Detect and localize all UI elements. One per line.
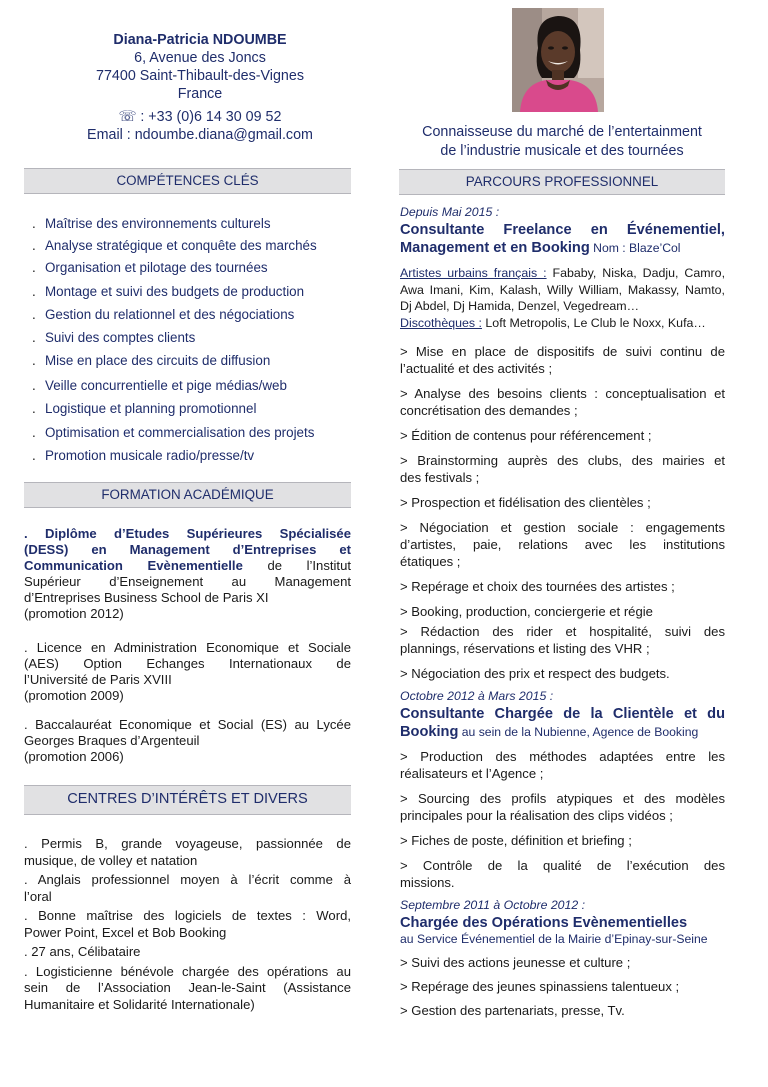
list-item: > Édition de contenus pour référencement ; <box>400 428 652 443</box>
list-item: > Fiches de poste, définition et briefing ; <box>400 833 632 848</box>
list-item: . Montage et suivi des budgets de production <box>32 284 305 299</box>
competences-header: COMPÉTENCES CLÉS <box>24 168 351 194</box>
list-item: > Booking, production, conciergerie et régie <box>400 604 653 619</box>
profile-photo <box>512 8 604 112</box>
list-item: > Sourcing des profils atypiques et des modèles principales pour la réalisation des clips vidéos ; <box>400 791 725 823</box>
list-item: . Analyse stratégique et conquête des marchés <box>32 238 317 253</box>
phone-number: ☏ : +33 (0)6 14 30 09 52 <box>118 109 282 125</box>
centres-header: CENTRES D’INTÉRÊTS ET DIVERS <box>24 785 351 815</box>
email-address: Email : ndoumbe.diana@gmail.com <box>87 127 313 143</box>
address-city: 77400 Saint-Thibault-des-Vignes <box>96 68 304 84</box>
list-item: . Mise en place des circuits de diffusion <box>32 353 271 368</box>
tagline-line-1: Connaisseuse du marché de l’entertainment <box>422 124 702 140</box>
parcours-header: PARCOURS PROFESSIONNEL <box>399 169 725 195</box>
tagline-line-2: de l’industrie musicale et des tournées <box>440 143 684 159</box>
formation-dess: . Diplôme d’Etudes Supérieures Spécialisée (DESS) en Management d’Entreprises et Communication Evènementielle de l’Institut Supérieur d’Enseignement au Management d’Entreprises Business School de Paris XI (promotion 2012) <box>24 526 351 621</box>
job-period: Octobre 2012 à Mars 2015 : <box>400 689 554 703</box>
list-item: > Mise en place de dispositifs de suivi continu de l’actualité et des activités ; <box>400 344 725 376</box>
list-item: . Veille concurrentielle et pige médias/web <box>32 378 287 393</box>
list-item: > Analyse des besoins clients : conceptualisation et concrétisation des demandes ; <box>400 386 725 418</box>
list-item: > Prospection et fidélisation des clientèles ; <box>400 495 651 510</box>
portrait-image <box>512 8 604 112</box>
list-item: > Contrôle de la qualité de l’exécution des missions. <box>400 858 725 890</box>
list-item: > Négociation des prix et respect des budgets. <box>400 666 670 681</box>
artists-block: Artistes urbains français : Fababy, Niska, Dadju, Camro, Awa Imani, Kim, Kalash, Willy William, Makassy, Namto, Dj Abdel, Dj Hamida, Denzel, Vegedream… Discothèques : Loft Metropolis, Le Club le Noxx, Kufa… <box>400 266 726 330</box>
job-period: Septembre 2011 à Octobre 2012 : <box>400 898 586 912</box>
formation-bac: . Baccalauréat Economique et Social (ES) au Lycée Georges Braques d’Argenteuil (promotion 2006) <box>24 717 351 764</box>
list-item: . Organisation et pilotage des tournées <box>32 260 268 275</box>
list-item: > Repérage des jeunes spinassiens talentueux ; <box>400 979 680 994</box>
list-item: . Maîtrise des environnements culturels <box>32 216 271 231</box>
list-item: > Gestion des partenariats, presse, Tv. <box>400 1003 625 1018</box>
list-item: . Anglais professionnel moyen à l’écrit comme à <box>24 872 351 887</box>
job-title: Consultante Chargée de la Clientèle et du <box>400 706 725 722</box>
job-title: Chargée des Opérations Evènementielles <box>400 915 688 931</box>
centres-list: . Permis B, grande voyageuse, passionnée de musique, de volley et natation . Anglais professionnel moyen à l’écrit comme à l’oral . Bonne maîtrise des logiciels de textes : Word, Power Point, Excel et Bob Booking . 27 ans, Célibataire . Logisticienne bénévole chargée des opérations au sein de l’Association Jean-le-Saint (Assistance Humanitaire et Solidarité Internationale) <box>24 836 351 1012</box>
list-item: . Promotion musicale radio/presse/tv <box>32 448 255 463</box>
list-item: > Production des méthodes adaptées entre les réalisateurs et l’Agence ; <box>400 749 725 781</box>
list-item: . Logistique et planning promotionnel <box>32 401 257 416</box>
list-item: . Permis B, grande voyageuse, passionnée de <box>24 836 351 851</box>
list-item: . 27 ans, Célibataire <box>24 944 141 959</box>
list-item: > Négociation et gestion sociale : engagements d’artistes, paie, relations avec les institutions étatiques ; <box>400 520 725 569</box>
address-street: 6, Avenue des Joncs <box>134 50 266 66</box>
job-freelance: Depuis Mai 2015 : Consultante Freelance en Événementiel, Management et en Booking Nom : Blaze’Col Artistes urbains français : Fababy, Niska, Dadju, Camro, Awa Imani, Kim, Kalash, Willy William, Makassy, Namto, Dj Abdel, Dj Hamida, Denzel, Vegedream… Discothèques : Loft Metropolis, Le Club le Noxx, Kufa… <box>400 205 726 330</box>
job-nubienne: Octobre 2012 à Mars 2015 : Consultante Chargée de la Clientèle et du Booking au sein de la Nubienne, Agence de Booking <box>400 689 725 740</box>
candidate-name: Diana-Patricia NDOUMBE <box>113 32 287 48</box>
list-item: . Suivi des comptes clients <box>32 330 196 345</box>
job-period: Depuis Mai 2015 : <box>400 205 500 219</box>
list-item: . Bonne maîtrise des logiciels de textes : Word, <box>24 908 351 923</box>
list-item: . Optimisation et commercialisation des projets <box>32 425 315 440</box>
job-epinay <box>400 897 725 946</box>
list-item: . Gestion du relationnel et des négociations <box>32 307 295 322</box>
list-item: > Brainstorming auprès des clubs, des mairies et des festivals ; <box>400 453 725 485</box>
address-country: France <box>177 86 223 102</box>
job-title: Consultante Freelance en Événementiel, <box>400 222 725 238</box>
list-item: > Repérage et choix des tournées des artistes ; <box>400 579 675 594</box>
list-item: > Suivi des actions jeunesse et culture ; <box>400 955 631 970</box>
list-item: . Logisticienne bénévole chargée des opérations au <box>24 963 351 979</box>
contact-block <box>24 31 376 144</box>
formation-aes: . Licence en Administration Economique et Sociale (AES) Option Echanges Internationaux de l’Université de Paris XVIII (promotion 2009) <box>24 640 351 703</box>
job-subtitle: au Service Événementiel de la Mairie d’Epinay-sur-Seine <box>400 932 708 946</box>
list-item: > Rédaction des rider et hospitalité, suivi des plannings, réservations et listing des VHR ; <box>400 624 725 656</box>
tagline <box>398 123 726 161</box>
formation-header: FORMATION ACADÉMIQUE <box>24 482 351 508</box>
